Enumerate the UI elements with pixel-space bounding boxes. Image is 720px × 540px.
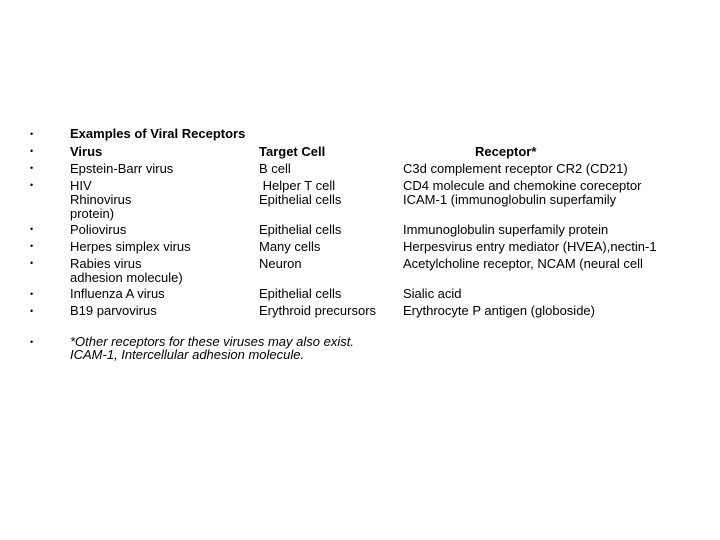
cell-virus: HIV xyxy=(70,178,92,193)
bullet: • xyxy=(30,241,34,251)
footnote: *Other receptors for these viruses may also exist. xyxy=(70,334,354,349)
cell-receptor: Immunoglobulin superfamily protein xyxy=(403,222,609,237)
cell-receptor: CD4 molecule and chemokine coreceptor xyxy=(403,178,642,193)
cell-target-cell: Helper T cell xyxy=(259,178,336,193)
cell-receptor: Erythrocyte P antigen (globoside) xyxy=(403,303,595,318)
bullet: • xyxy=(30,146,34,156)
cell-target-cell: B cell xyxy=(259,161,291,176)
cell-virus: Rabies virus xyxy=(70,256,142,271)
cell-target-cell: Neuron xyxy=(259,256,302,271)
cell-receptor: ICAM-1 (immunoglobulin superfamily xyxy=(403,192,617,207)
cell-virus-continued: adhesion molecule) xyxy=(70,270,183,285)
cell-virus: Rhinovirus xyxy=(70,192,132,207)
footnote-abbreviation: ICAM-1, Intercellular adhesion molecule. xyxy=(70,347,305,362)
bullet: • xyxy=(30,337,34,347)
cell-target-cell: Epithelial cells xyxy=(259,286,342,301)
header-target-cell: Target Cell xyxy=(259,144,326,159)
bullet: • xyxy=(30,258,34,268)
cell-virus: Influenza A virus xyxy=(70,286,165,301)
cell-virus: Poliovirus xyxy=(70,222,127,237)
cell-target-cell: Epithelial cells xyxy=(259,222,342,237)
bullet: • xyxy=(30,163,34,173)
cell-receptor: C3d complement receptor CR2 (CD21) xyxy=(403,161,628,176)
cell-virus: B19 parvovirus xyxy=(70,303,157,318)
header-receptor: Receptor* xyxy=(475,144,537,159)
cell-receptor: Herpesvirus entry mediator (HVEA),nectin-1 xyxy=(403,239,657,254)
bullet: • xyxy=(30,224,34,234)
cell-target-cell: Epithelial cells xyxy=(259,192,342,207)
slide-title: Examples of Viral Receptors xyxy=(70,126,246,141)
bullet: • xyxy=(30,180,34,190)
cell-virus: Herpes simplex virus xyxy=(70,239,191,254)
cell-virus: Epstein-Barr virus xyxy=(70,161,174,176)
cell-target-cell: Many cells xyxy=(259,239,321,254)
bullet: • xyxy=(30,306,34,316)
cell-target-cell: Erythroid precursors xyxy=(259,303,377,318)
bullet: • xyxy=(30,129,34,139)
cell-receptor: Acetylcholine receptor, NCAM (neural cell xyxy=(403,256,643,271)
bullet: • xyxy=(30,289,34,299)
cell-receptor: Sialic acid xyxy=(403,286,462,301)
header-virus: Virus xyxy=(70,144,103,159)
cell-virus-continued: protein) xyxy=(70,206,115,221)
